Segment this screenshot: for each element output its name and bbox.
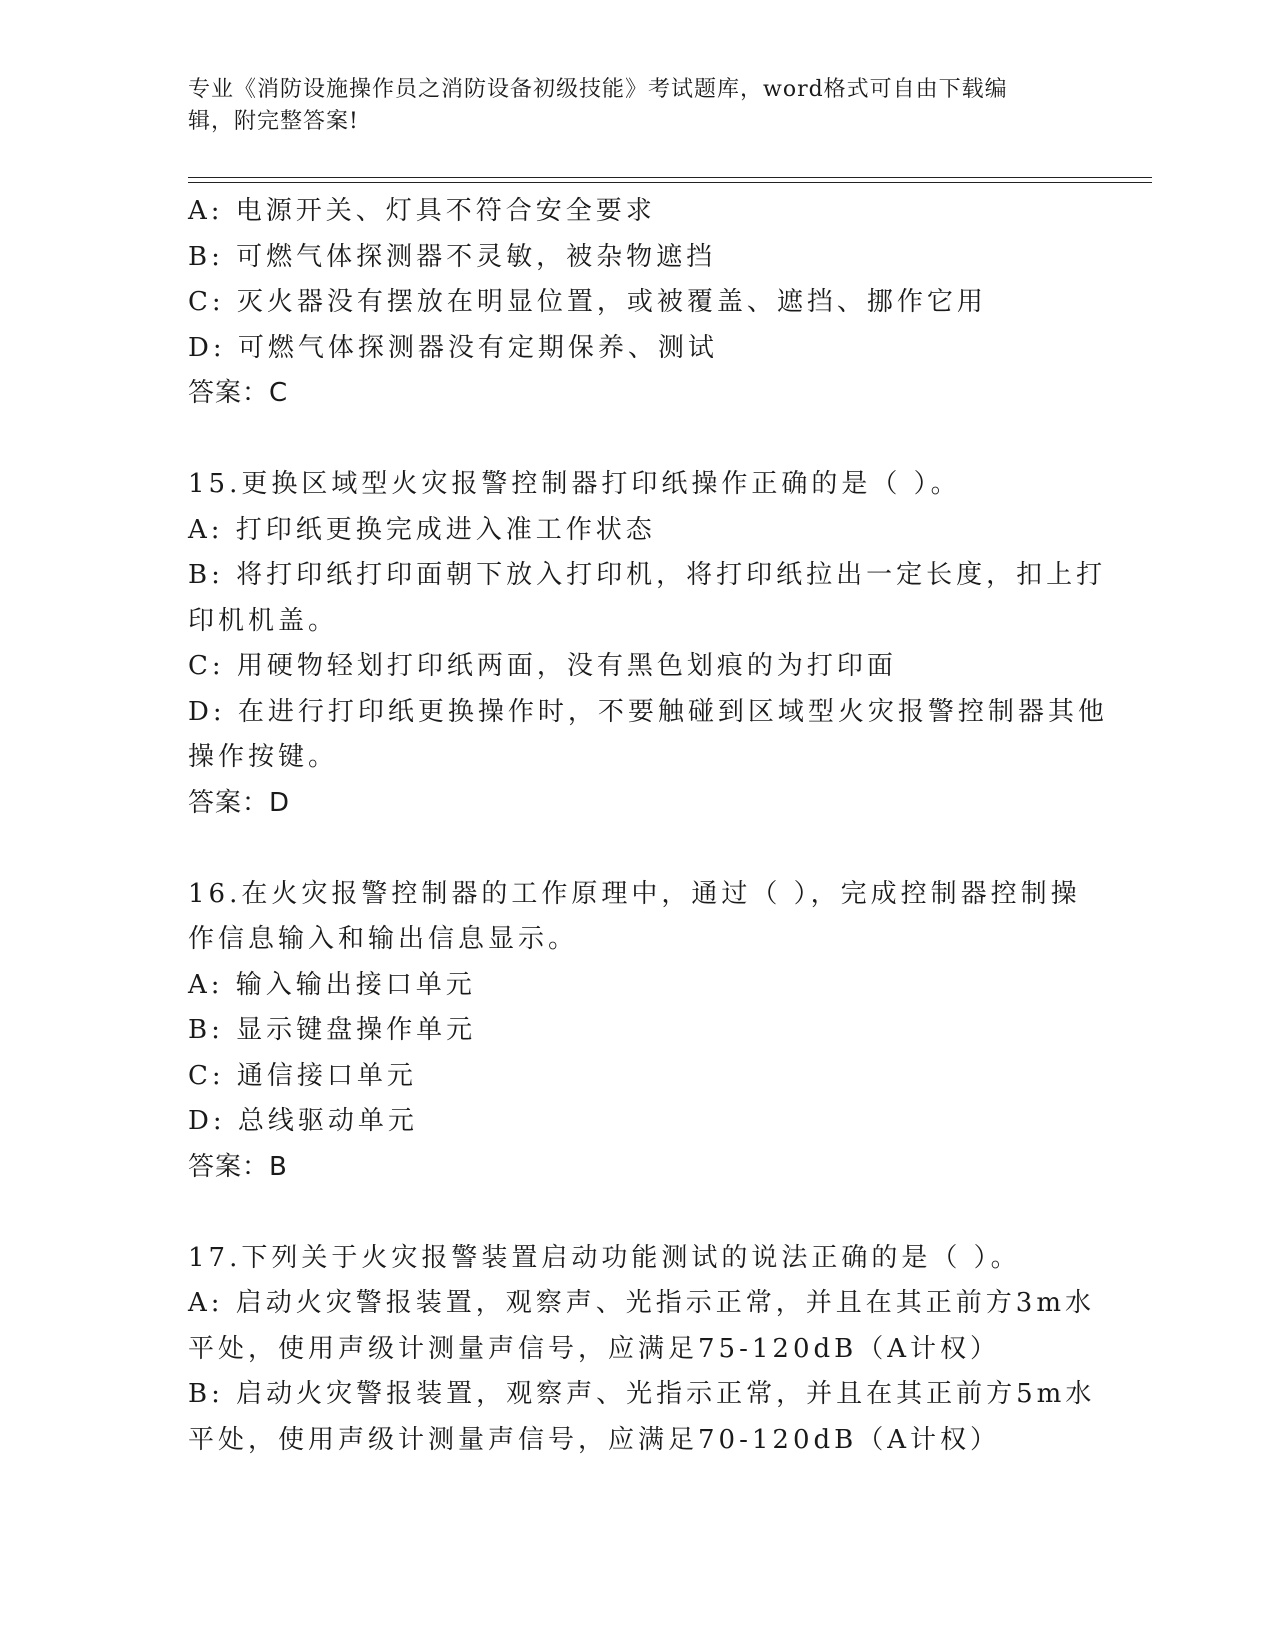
- question-16: [188, 872, 1081, 1191]
- answer-line: 答案：C: [188, 378, 289, 408]
- option-b-continued: 平处，使用声级计测量声信号，应满足70-120dB（A计权）: [188, 1424, 1001, 1455]
- option-b: B: 显示键盘操作单元: [188, 1015, 477, 1045]
- header-line-1: 专业《消防设施操作员之消防设备初级技能》考试题库，word格式可自由下载编: [188, 77, 1008, 102]
- header-divider-bottom: [188, 182, 1152, 183]
- spacer: [188, 1190, 1068, 1236]
- option-a: A: 电源开关、灯具不符合安全要求: [188, 196, 656, 226]
- header-divider-top: [188, 177, 1152, 178]
- option-d: D: 可燃气体探测器没有定期保养、测试: [188, 332, 718, 363]
- answer-line: 答案：B: [188, 1151, 288, 1182]
- question-stem: 16.在火灾报警控制器的工作原理中，通过（ ），完成控制器控制操: [188, 878, 1081, 909]
- option-c: C: 灭火器没有摆放在明显位置，或被覆盖、遮挡、挪作它用: [188, 287, 987, 317]
- question-stem-continued: 作信息输入和输出信息显示。: [188, 924, 579, 954]
- answer-line: 答案：D: [188, 787, 291, 818]
- option-c: C: 用硬物轻划打印纸两面，没有黑色划痕的为打印面: [188, 651, 897, 681]
- header-line-2: 辑，附完整答案!: [188, 109, 359, 134]
- option-a: A: 打印纸更换完成进入准工作状态: [188, 514, 656, 545]
- option-b: B: 将打印纸打印面朝下放入打印机，将打印纸拉出一定长度，扣上打: [188, 560, 1107, 590]
- option-a-continued: 平处，使用声级计测量声信号，应满足75-120dB（A计权）: [188, 1333, 1001, 1364]
- question-list: [188, 189, 1108, 1463]
- option-d: D: 总线驱动单元: [188, 1106, 418, 1136]
- question-stem: 15.更换区域型火灾报警控制器打印纸操作正确的是（ ）。: [188, 469, 961, 499]
- option-b: B: 启动火灾警报装置，观察声、光指示正常，并且在其正前方5m水: [188, 1379, 1096, 1409]
- question-15: [188, 462, 1108, 826]
- option-b: B: 可燃气体探测器不灵敏，被杂物遮挡: [188, 241, 717, 272]
- question-17: [188, 1236, 1096, 1464]
- option-d-continued: 操作按键。: [188, 742, 339, 772]
- question-14: [188, 189, 1068, 417]
- spacer: [188, 417, 1068, 463]
- spacer: [188, 826, 1068, 872]
- option-a: A: 启动火灾警报装置，观察声、光指示正常，并且在其正前方3m水: [188, 1288, 1095, 1318]
- document-header: [188, 74, 1068, 138]
- option-a: A: 输入输出接口单元: [188, 969, 476, 1000]
- option-d: D: 在进行打印纸更换操作时，不要触碰到区域型火灾报警控制器其他: [188, 696, 1108, 727]
- option-b-continued: 印机机盖。: [188, 605, 339, 636]
- option-c: C: 通信接口单元: [188, 1060, 417, 1091]
- question-stem: 17.下列关于火灾报警装置启动功能测试的说法正确的是（ ）。: [188, 1242, 1021, 1273]
